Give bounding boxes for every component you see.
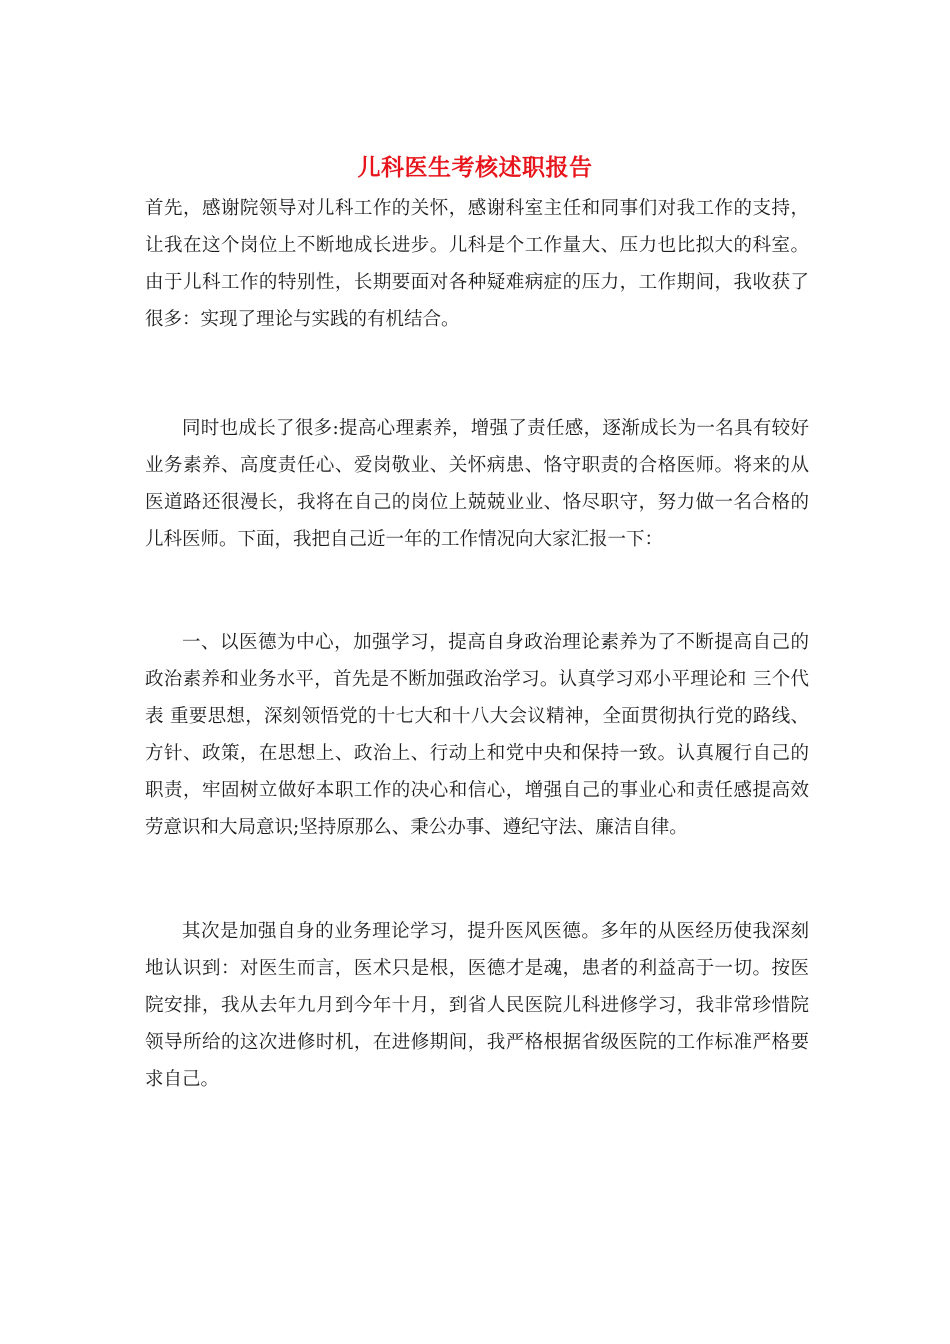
paragraph-intro: 首先，感谢院领导对儿科工作的关怀，感谢科室主任和同事们对我工作的支持，让我在这个岗位上不断地成长进步。儿科是个工作量大、压力也比拟大的科室。由于儿科工作的特别性，长期要面对各种疑难病症的压力，工作期间，我收获了很多：实现了理论与实践的有机结合。: [145, 198, 809, 330]
paragraph-section-one: 一、以医德为中心，加强学习，提高自身政治理论素养为了不断提高自己的政治素养和业务水平，首先是不断加强政治学习。认真学习邓小平理论和 三个代表 重要思想，深刻领悟党的十七大和十八大会议精神，全面贯彻执行党的路线、方针、政策，在思想上、政治上、行动上和党中央和保持一致。认真履行自己的职责，牢固树立做好本职工作的决心和信心，增强自己的事业心和责任感提高效劳意识和大局意识;坚持原那么、秉公办事、遵纪守法、廉洁自律。: [145, 632, 809, 838]
paragraph-section-two: 其次是加强自身的业务理论学习，提升医风医德。多年的从医经历使我深刻地认识到：对医生而言，医术只是根，医德才是魂，患者的利益高于一切。按医院安排，我从去年九月到今年十月，到省人民医院儿科进修学习，我非常珍惜院领导所给的这次进修时机，在进修期间，我严格根据省级医院的工作标准严格要求自己。: [145, 921, 809, 1090]
paragraph-growth: 同时也成长了很多:提高心理素养，增强了责任感，逐渐成长为一名具有较好业务素养、高度责任心、爱岗敬业、关怀病患、恪守职责的合格医师。将来的从医道路还很漫长，我将在自己的岗位上兢兢业业、恪尽职守，努力做一名合格的儿科医师。下面，我把自己近一年的工作情况向大家汇报一下：: [145, 418, 809, 550]
document-title: 儿科医生考核述职报告: [357, 154, 593, 181]
